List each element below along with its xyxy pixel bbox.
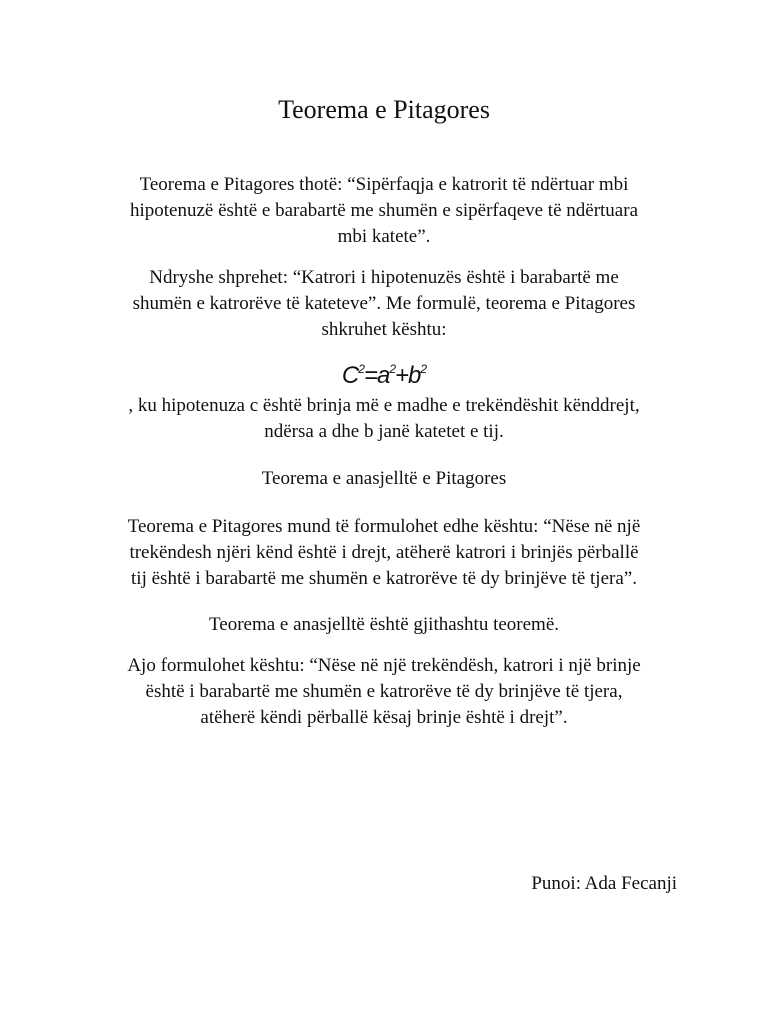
paragraph-line: Teorema e Pitagores mund të formulohet edhe kështu: “Nëse në një <box>127 516 641 537</box>
paragraph-line: ndërsa a dhe b janë katetet e tij. <box>264 421 504 442</box>
page-title: Teorema e Pitagores <box>278 95 490 124</box>
paragraph-line: mbi katete”. <box>337 226 431 247</box>
paragraph-line: Ndryshe shprehet: “Katrori i hipotenuzës është i barabartë me <box>149 267 619 288</box>
paragraph-line: shumën e katrorëve të kateteve”. Me formulë, teorema e Pitagores <box>132 293 636 314</box>
paragraph-line: shkruhet kështu: <box>321 319 447 340</box>
paragraph-line: atëherë këndi përballë kësaj brinje është i drejt”. <box>200 707 568 728</box>
formula-exponent: 2 <box>358 362 364 376</box>
formula-b: b <box>408 362 421 389</box>
formula-c: C <box>341 362 359 389</box>
paragraph-line: tij është i barabartë me shumën e katrorëve të dy brinjëve të tjera”. <box>131 568 637 589</box>
paragraph-line: është i barabartë me shumën e katrorëve të dy brinjëve të tjera, <box>145 681 623 702</box>
formula-a: a <box>376 362 390 389</box>
pythagorean-formula <box>0 362 768 390</box>
section-heading: Teorema e anasjelltë e Pitagores <box>261 468 507 489</box>
paragraph-line: , ku hipotenuza c është brinja më e madhe e trekëndëshit kënddrejt, <box>128 395 640 416</box>
formula-plus: + <box>395 362 409 389</box>
formula-exponent: 2 <box>420 362 427 376</box>
paragraph-line: hipotenuzë është e barabartë me shumën e sipërfaqeve të ndërtuara <box>130 200 638 221</box>
paragraph-line: trekëndesh njëri kënd është i drejt, atëherë katrori i brinjës përballë <box>129 542 639 563</box>
formula-equals: = <box>363 362 377 389</box>
paragraph-line: Ajo formulohet kështu: “Nëse në një trekëndësh, katrori i një brinje <box>127 655 641 676</box>
author-signature: Punoi: Ada Fecanji <box>531 873 677 894</box>
formula-exponent: 2 <box>389 362 396 376</box>
paragraph-line: Teorema e anasjelltë është gjithashtu teoremë. <box>208 614 560 635</box>
paragraph-line: Teorema e Pitagores thotë: “Sipërfaqja e katrorit të ndërtuar mbi <box>139 174 629 195</box>
